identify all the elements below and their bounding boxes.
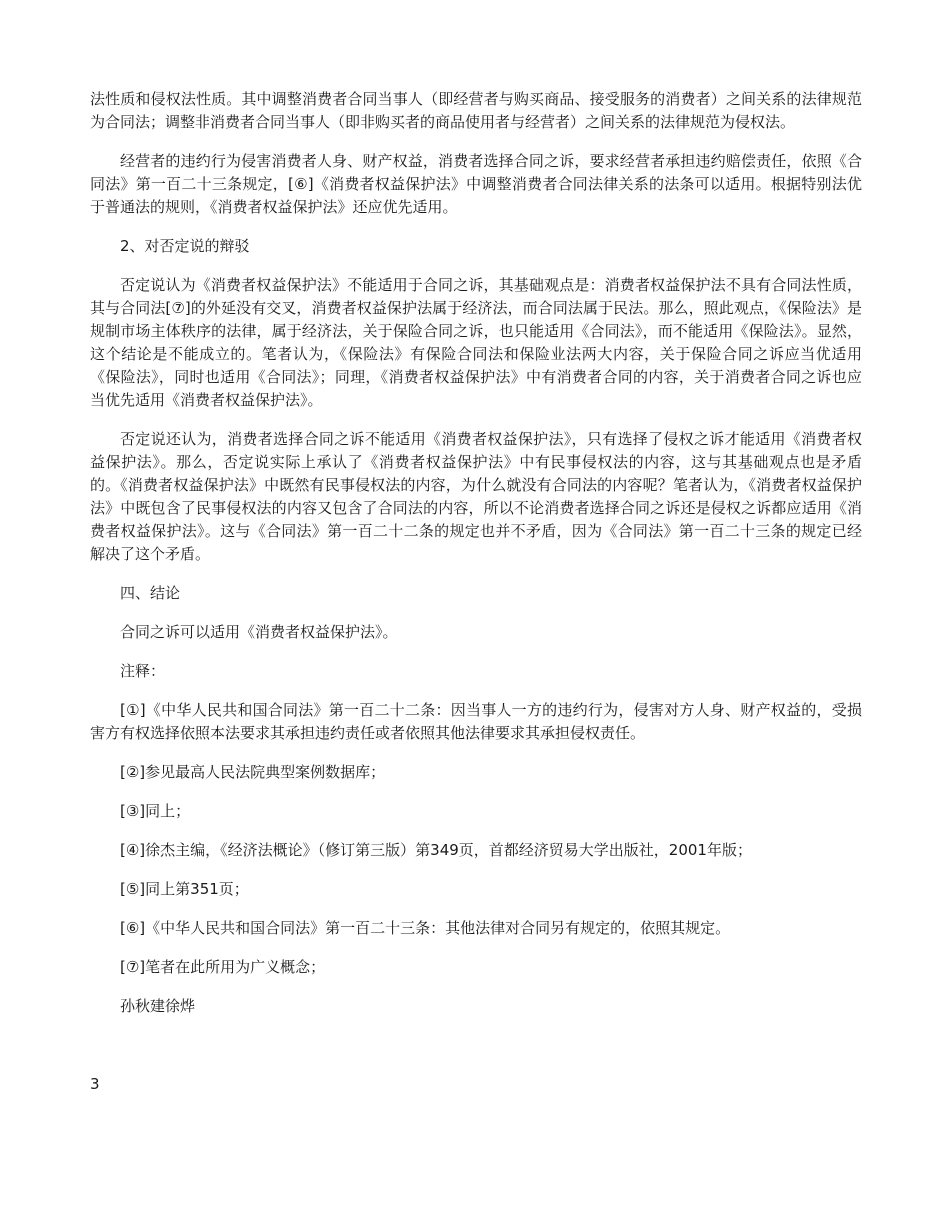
paragraph-conclusion: 合同之诉可以适用《消费者权益保护法》。 (120, 623, 398, 641)
page-number: 3 (90, 1075, 100, 1093)
paragraph-continuation: 法性质和侵权法性质。其中调整消费者合同当事人（即经营者与购买商品、接受服务的消费者）之间关系的法律规范为合同法；调整非消费者合同当事人（即非购买者的商品使用者与经营者）之间关系的法律规范为侵权法。 (90, 90, 862, 131)
footnote-5: [⑤]同上第351页； (120, 880, 249, 898)
paragraph-contract-suit: 经营者的违约行为侵害消费者人身、财产权益，消费者选择合同之诉，要求经营者承担违约赔偿责任，依照《合同法》第一百二十三条规定，[⑥]《消费者权益保护法》中调整消费者合同法律关系的法条可以适用。根据特别法优于普通法的规则，《消费者权益保护法》还应优先适用。 (90, 152, 862, 216)
footnote-1: [①]《中华人民共和国合同法》第一百二十二条：因当事人一方的违约行为，侵害对方人身、财产权益的，受损害方有权选择依照本法要求其承担违约责任或者依照其他法律要求其承担侵权责任。 (90, 701, 862, 742)
paragraph-negative-view-1: 否定说认为《消费者权益保护法》不能适用于合同之诉，其基础观点是：消费者权益保护法不具有合同法性质，其与合同法[⑦]的外延没有交叉，消费者权益保护法属于经济法，而合同法属于民法。那么，照此观点，《保险法》是规制市场主体秩序的法律，属于经济法，关于保险合同之诉，也只能适用《合同法》，而不能适用《保险法》。显然，这个结论是不能成立的。笔者认为，《保险法》有保险合同法和保险业法两大内容，关于保险合同之诉应当优适用《保险法》，同时也适用《合同法》；同理，《消费者权益保护法》中有消费者合同的内容，关于消费者合同之诉也应当优先适用《消费者权益保护法》。 (90, 276, 862, 409)
footnote-3: [③]同上； (120, 802, 191, 820)
footnote-7: [⑦]笔者在此所用为广义概念； (120, 958, 326, 976)
footnote-2: [②]参见最高人民法院典型案例数据库； (120, 763, 386, 781)
footnote-6: [⑥]《中华人民共和国合同法》第一百二十三条：其他法律对合同另有规定的，依照其规定。 (120, 919, 731, 937)
footnote-4: [④]徐杰主编，《经济法概论》（修订第三版）第349页，首都经济贸易大学出版社，2001年版； (120, 841, 752, 859)
document-body (90, 88, 862, 1034)
section-heading-rebuttal: 2、对否定说的辩驳 (120, 237, 250, 255)
notes-heading: 注释： (120, 662, 166, 680)
section-heading-conclusion: 四、结论 (120, 584, 181, 602)
author-names: 孙秋建徐烨 (120, 997, 196, 1015)
paragraph-negative-view-2: 否定说还认为，消费者选择合同之诉不能适用《消费者权益保护法》，只有选择了侵权之诉才能适用《消费者权益保护法》。那么，否定说实际上承认了《消费者权益保护法》中有民事侵权法的内容，这与其基础观点也是矛盾的。《消费者权益保护法》中既然有民事侵权法的内容，为什么就没有合同法的内容呢？笔者认为，《消费者权益保护法》中既包含了民事侵权法的内容又包含了合同法的内容，所以不论消费者选择合同之诉还是侵权之诉都应适用《消费者权益保护法》。这与《合同法》第一百二十二条的规定也并不矛盾，因为《合同法》第一百二十三条的规定已经解决了这个矛盾。 (90, 430, 862, 563)
